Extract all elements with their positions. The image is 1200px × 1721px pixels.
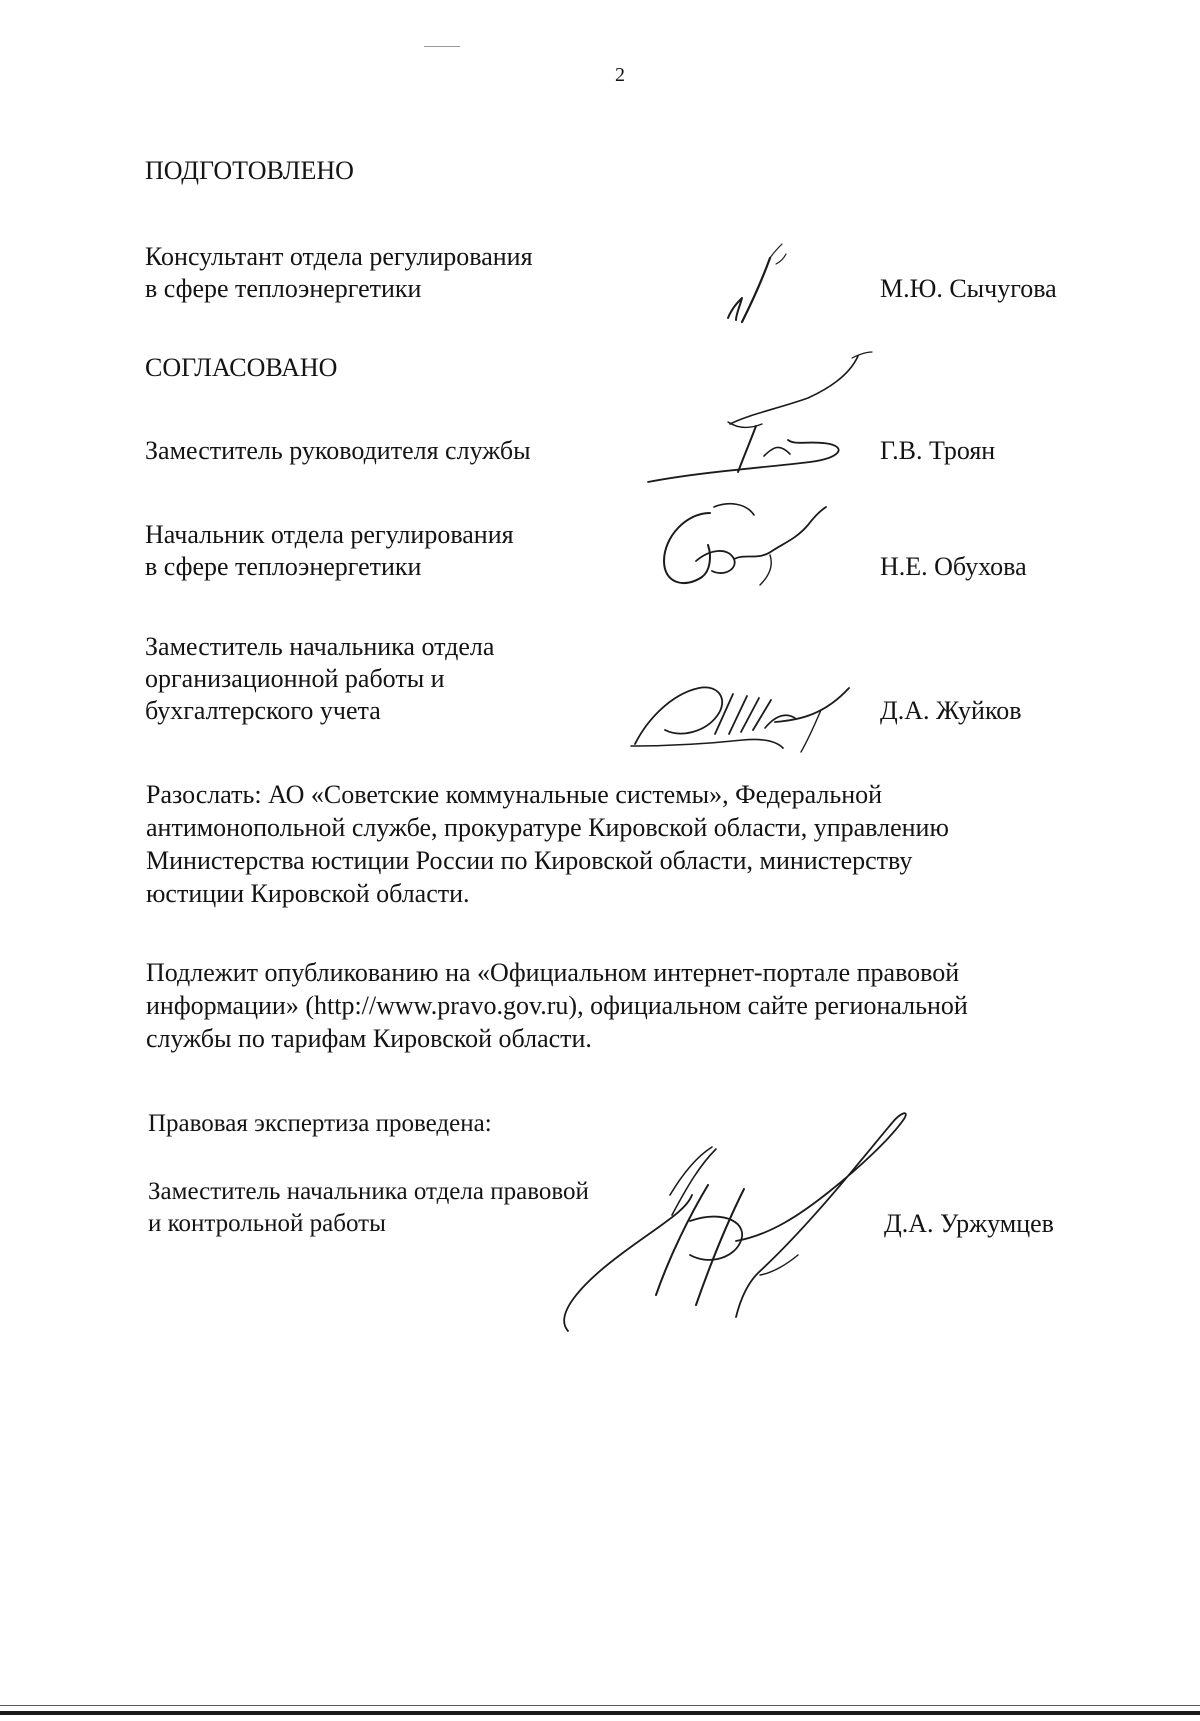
publication-line-3: службы по тарифам Кировской области. [146,1024,592,1053]
prepared-name: М.Ю. Сычугова [880,274,1057,303]
agreed-position-zhuikov-line-3: бухгалтерского учета [145,696,381,725]
signature-troyan [640,350,880,490]
distribution-line-3: Министерства юстиции России по Кировской области, министерству [146,846,913,875]
page-bottom-edge [0,1711,1200,1715]
agreed-position-troyan: Заместитель руководителя службы [145,436,531,465]
prepared-position-line-2: в сфере теплоэнергетики [145,274,422,303]
legal-review-position-line-2: и контрольной работы [148,1210,386,1237]
agreed-position-zhuikov-line-1: Заместитель начальника отдела [145,632,495,661]
signature-sychugova [700,240,810,330]
agreed-name-obukhova: Н.Е. Обухова [880,552,1027,581]
distribution-line-4: юстиции Кировской области. [146,879,470,908]
agreed-position-obukhova-line-2: в сфере теплоэнергетики [145,552,422,581]
page-bottom-edge-thin [0,1705,1200,1706]
legal-review-label: Правовая экспертиза проведена: [148,1110,492,1137]
prepared-position-line-1: Консультант отдела регулирования [145,242,533,271]
publication-line-1: Подлежит опубликованию на «Официальном интернет-портале правовой [146,958,960,987]
scan-speck [424,46,460,47]
agreed-position-zhuikov-line-2: организационной работы и [145,664,445,693]
signature-obukhova [650,495,830,595]
publication-line-2: информации» (http://www.pravo.gov.ru), официальном сайте региональной [146,991,968,1020]
legal-review-position-line-1: Заместитель начальника отдела правовой [148,1178,589,1205]
page-number: 2 [615,64,625,86]
agreed-position-obukhova-line-1: Начальник отдела регулирования [145,520,514,549]
signature-zhuikov [625,660,855,755]
agreed-name-zhuikov: Д.А. Жуйков [880,696,1022,725]
signature-urzhumtsev [540,1105,930,1345]
agreed-name-troyan: Г.В. Троян [880,436,996,465]
distribution-line-2: антимонопольной службе, прокуратуре Кировской области, управлению [146,813,949,842]
distribution-line-1: Разослать: АО «Советские коммунальные системы», Федеральной [146,780,883,809]
prepared-heading: ПОДГОТОВЛЕНО [145,156,354,185]
legal-review-name: Д.А. Уржумцев [884,1209,1054,1238]
agreed-heading: СОГЛАСОВАНО [145,353,338,382]
